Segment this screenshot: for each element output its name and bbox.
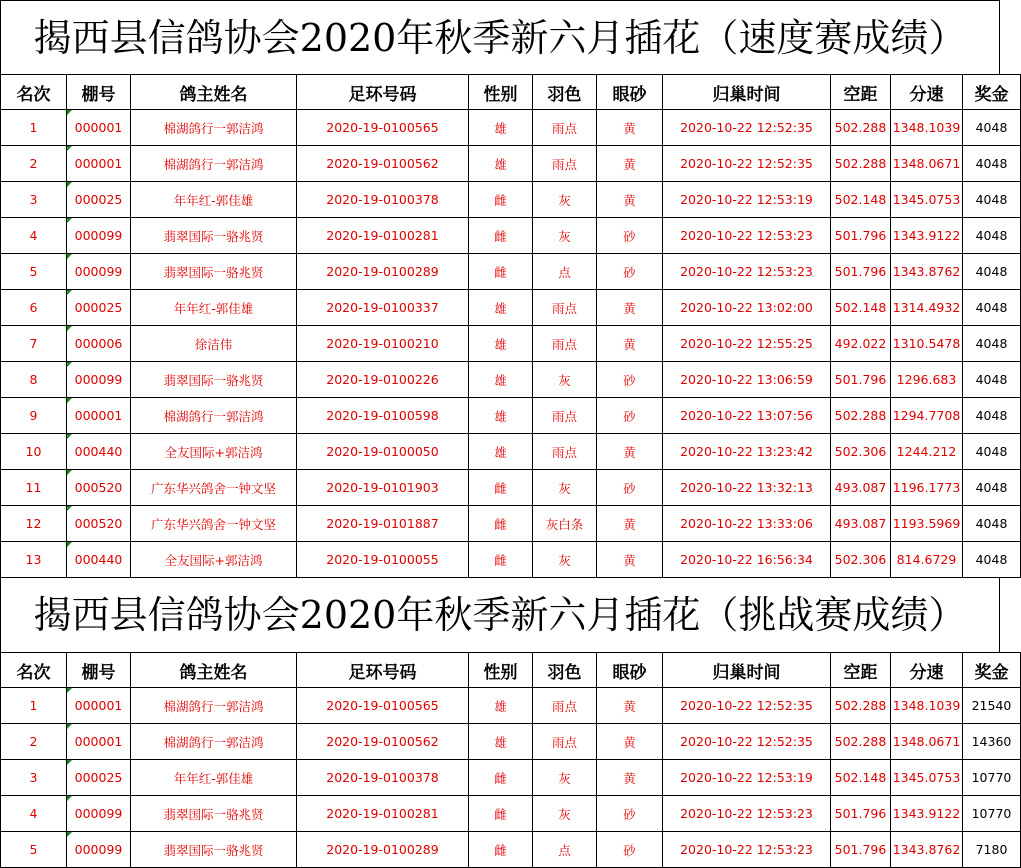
- cell-ring-number: 2020-19-0100281: [297, 218, 469, 254]
- table-row: [1, 724, 1021, 760]
- cell-ring-number: 2020-19-0100562: [297, 146, 469, 182]
- cell-loft-no: 000001: [67, 688, 131, 724]
- speed-header-distance: 空距: [831, 75, 891, 110]
- cell-ring-number: 2020-19-0100226: [297, 362, 469, 398]
- speed-header-speed: 分速: [891, 75, 963, 110]
- speed-header-sex: 性别: [469, 75, 533, 110]
- challenge-header-ring-number: 足环号码: [297, 653, 469, 688]
- table-row: [1, 796, 1021, 832]
- cell-loft-no: 000099: [67, 832, 131, 868]
- cell-speed: 1343.8762: [891, 254, 963, 290]
- speed-header-owner-name: 鸽主姓名: [131, 75, 297, 110]
- cell-distance: 501.796: [831, 254, 891, 290]
- table-row: [1, 688, 1021, 724]
- challenge-header-plumage: 羽色: [533, 653, 597, 688]
- speed-header-plumage: 羽色: [533, 75, 597, 110]
- cell-distance: 502.306: [831, 542, 891, 578]
- table-row: [1, 110, 1021, 146]
- cell-rank: 4: [1, 218, 67, 254]
- cell-prize: 4048: [963, 218, 1021, 254]
- cell-return-time: 2020-10-22 13:02:00: [663, 290, 831, 326]
- cell-speed: 1348.1039: [891, 688, 963, 724]
- cell-ring-number: 2020-19-0100337: [297, 290, 469, 326]
- cell-ring-number: 2020-19-0100050: [297, 434, 469, 470]
- challenge-header-distance: 空距: [831, 653, 891, 688]
- cell-prize: 4048: [963, 506, 1021, 542]
- cell-eye-sand: 砂: [597, 796, 663, 832]
- challenge-header-return-time: 归巢时间: [663, 653, 831, 688]
- cell-rank: 13: [1, 542, 67, 578]
- speed-header-prize: 奖金: [963, 75, 1021, 110]
- cell-distance: 492.022: [831, 326, 891, 362]
- cell-eye-sand: 黄: [597, 434, 663, 470]
- cell-owner-name: 广东华兴鸽舍一钟文坚: [131, 470, 297, 506]
- cell-distance: 493.087: [831, 506, 891, 542]
- cell-eye-sand: 砂: [597, 218, 663, 254]
- cell-ring-number: 2020-19-0100281: [297, 796, 469, 832]
- cell-owner-name: 广东华兴鸽舍一钟文坚: [131, 506, 297, 542]
- cell-return-time: 2020-10-22 12:55:25: [663, 326, 831, 362]
- cell-plumage: 灰: [533, 796, 597, 832]
- cell-rank: 5: [1, 254, 67, 290]
- cell-eye-sand: 黄: [597, 326, 663, 362]
- cell-sex: 雄: [469, 688, 533, 724]
- cell-distance: 502.306: [831, 434, 891, 470]
- speed-header-return-time: 归巢时间: [663, 75, 831, 110]
- challenge-header-eye-sand: 眼砂: [597, 653, 663, 688]
- cell-plumage: 雨点: [533, 110, 597, 146]
- cell-loft-no: 000001: [67, 146, 131, 182]
- cell-rank: 1: [1, 110, 67, 146]
- cell-sex: 雄: [469, 110, 533, 146]
- cell-plumage: 灰: [533, 218, 597, 254]
- challenge-results-table: [0, 652, 1021, 868]
- cell-eye-sand: 砂: [597, 398, 663, 434]
- speed-header-rank: 名次: [1, 75, 67, 110]
- speed-results-table: [0, 74, 1021, 578]
- cell-prize: 4048: [963, 290, 1021, 326]
- cell-sex: 雄: [469, 326, 533, 362]
- cell-prize: 4048: [963, 398, 1021, 434]
- cell-plumage: 灰: [533, 760, 597, 796]
- cell-sex: 雌: [469, 506, 533, 542]
- cell-ring-number: 2020-19-0100289: [297, 832, 469, 868]
- cell-ring-number: 2020-19-0100565: [297, 110, 469, 146]
- challenge-header-rank: 名次: [1, 653, 67, 688]
- speed-table-body: [1, 110, 1021, 578]
- cell-loft-no: 000099: [67, 218, 131, 254]
- cell-return-time: 2020-10-22 13:32:13: [663, 470, 831, 506]
- cell-speed: 1345.0753: [891, 182, 963, 218]
- cell-prize: 4048: [963, 146, 1021, 182]
- cell-return-time: 2020-10-22 12:53:23: [663, 832, 831, 868]
- cell-loft-no: 000099: [67, 362, 131, 398]
- table-row: [1, 218, 1021, 254]
- cell-eye-sand: 黄: [597, 760, 663, 796]
- cell-owner-name: 全友国际+郭洁鸿: [131, 542, 297, 578]
- cell-owner-name: 棉湖鸽行一郭洁鸿: [131, 724, 297, 760]
- table-row: [1, 146, 1021, 182]
- cell-return-time: 2020-10-22 12:53:23: [663, 218, 831, 254]
- cell-return-time: 2020-10-22 12:53:19: [663, 760, 831, 796]
- cell-owner-name: 翡翠国际一骆兆贤: [131, 832, 297, 868]
- cell-sex: 雌: [469, 760, 533, 796]
- speed-header-loft-no: 棚号: [67, 75, 131, 110]
- cell-owner-name: 棉湖鸽行一郭洁鸿: [131, 688, 297, 724]
- challenge-header-prize: 奖金: [963, 653, 1021, 688]
- table-row: [1, 182, 1021, 218]
- cell-ring-number: 2020-19-0100565: [297, 688, 469, 724]
- cell-speed: 814.6729: [891, 542, 963, 578]
- cell-sex: 雄: [469, 362, 533, 398]
- table-row: [1, 832, 1021, 868]
- cell-owner-name: 徐洁伟: [131, 326, 297, 362]
- cell-ring-number: 2020-19-0100289: [297, 254, 469, 290]
- cell-sex: 雄: [469, 434, 533, 470]
- cell-return-time: 2020-10-22 13:06:59: [663, 362, 831, 398]
- cell-plumage: 灰: [533, 470, 597, 506]
- cell-eye-sand: 黄: [597, 688, 663, 724]
- cell-speed: 1348.1039: [891, 110, 963, 146]
- cell-plumage: 雨点: [533, 290, 597, 326]
- cell-owner-name: 棉湖鸽行一郭洁鸿: [131, 110, 297, 146]
- cell-sex: 雄: [469, 146, 533, 182]
- cell-ring-number: 2020-19-0100562: [297, 724, 469, 760]
- cell-plumage: 灰: [533, 182, 597, 218]
- cell-speed: 1296.683: [891, 362, 963, 398]
- cell-owner-name: 年年红-郭佳雄: [131, 290, 297, 326]
- cell-distance: 501.796: [831, 362, 891, 398]
- cell-prize: 10770: [963, 760, 1021, 796]
- challenge-header-row: [1, 653, 1021, 688]
- cell-plumage: 灰白条: [533, 506, 597, 542]
- table-row: [1, 326, 1021, 362]
- cell-eye-sand: 砂: [597, 470, 663, 506]
- cell-sex: 雄: [469, 724, 533, 760]
- cell-plumage: 灰: [533, 542, 597, 578]
- cell-speed: 1294.7708: [891, 398, 963, 434]
- cell-distance: 502.288: [831, 110, 891, 146]
- cell-owner-name: 年年红-郭佳雄: [131, 182, 297, 218]
- cell-eye-sand: 黄: [597, 182, 663, 218]
- cell-return-time: 2020-10-22 12:52:35: [663, 146, 831, 182]
- speed-header-eye-sand: 眼砂: [597, 75, 663, 110]
- cell-prize: 4048: [963, 326, 1021, 362]
- cell-sex: 雌: [469, 470, 533, 506]
- cell-ring-number: 2020-19-0101903: [297, 470, 469, 506]
- cell-speed: 1348.0671: [891, 146, 963, 182]
- cell-speed: 1193.5969: [891, 506, 963, 542]
- cell-speed: 1310.5478: [891, 326, 963, 362]
- cell-speed: 1343.9122: [891, 218, 963, 254]
- cell-prize: 4048: [963, 182, 1021, 218]
- table-row: [1, 290, 1021, 326]
- challenge-header-owner-name: 鸽主姓名: [131, 653, 297, 688]
- cell-eye-sand: 黄: [597, 290, 663, 326]
- cell-sex: 雌: [469, 254, 533, 290]
- cell-distance: 502.148: [831, 760, 891, 796]
- cell-return-time: 2020-10-22 12:52:35: [663, 724, 831, 760]
- cell-rank: 4: [1, 796, 67, 832]
- cell-distance: 502.288: [831, 146, 891, 182]
- challenge-header-speed: 分速: [891, 653, 963, 688]
- cell-ring-number: 2020-19-0100378: [297, 760, 469, 796]
- cell-loft-no: 000520: [67, 506, 131, 542]
- cell-speed: 1348.0671: [891, 724, 963, 760]
- cell-plumage: 雨点: [533, 434, 597, 470]
- cell-return-time: 2020-10-22 12:53:23: [663, 796, 831, 832]
- cell-loft-no: 000001: [67, 398, 131, 434]
- speed-results-title: 揭西县信鸽协会2020年秋季新六月插花（速度赛成绩）: [0, 0, 1000, 74]
- cell-rank: 10: [1, 434, 67, 470]
- cell-eye-sand: 黄: [597, 724, 663, 760]
- cell-distance: 502.288: [831, 688, 891, 724]
- cell-return-time: 2020-10-22 13:23:42: [663, 434, 831, 470]
- cell-plumage: 雨点: [533, 398, 597, 434]
- cell-rank: 2: [1, 146, 67, 182]
- cell-speed: 1314.4932: [891, 290, 963, 326]
- table-row: [1, 434, 1021, 470]
- cell-sex: 雄: [469, 290, 533, 326]
- cell-return-time: 2020-10-22 12:53:23: [663, 254, 831, 290]
- cell-return-time: 2020-10-22 12:52:35: [663, 110, 831, 146]
- cell-loft-no: 000001: [67, 724, 131, 760]
- cell-sex: 雌: [469, 218, 533, 254]
- cell-plumage: 点: [533, 254, 597, 290]
- cell-sex: 雌: [469, 832, 533, 868]
- cell-distance: 502.288: [831, 724, 891, 760]
- cell-rank: 3: [1, 760, 67, 796]
- cell-owner-name: 翡翠国际一骆兆贤: [131, 362, 297, 398]
- cell-eye-sand: 黄: [597, 146, 663, 182]
- cell-plumage: 雨点: [533, 724, 597, 760]
- cell-prize: 4048: [963, 110, 1021, 146]
- cell-distance: 502.148: [831, 182, 891, 218]
- table-row: [1, 398, 1021, 434]
- cell-plumage: 雨点: [533, 326, 597, 362]
- cell-plumage: 点: [533, 832, 597, 868]
- challenge-results-section: [0, 578, 1012, 868]
- speed-header-ring-number: 足环号码: [297, 75, 469, 110]
- cell-sex: 雄: [469, 398, 533, 434]
- cell-eye-sand: 砂: [597, 254, 663, 290]
- cell-loft-no: 000006: [67, 326, 131, 362]
- cell-rank: 3: [1, 182, 67, 218]
- cell-sex: 雌: [469, 542, 533, 578]
- cell-prize: 4048: [963, 434, 1021, 470]
- cell-eye-sand: 砂: [597, 832, 663, 868]
- cell-speed: 1196.1773: [891, 470, 963, 506]
- cell-speed: 1244.212: [891, 434, 963, 470]
- cell-rank: 2: [1, 724, 67, 760]
- challenge-results-title: 揭西县信鸽协会2020年秋季新六月插花（挑战赛成绩）: [0, 578, 1000, 652]
- cell-return-time: 2020-10-22 16:56:34: [663, 542, 831, 578]
- cell-sex: 雌: [469, 182, 533, 218]
- table-row: [1, 506, 1021, 542]
- cell-loft-no: 000440: [67, 434, 131, 470]
- cell-prize: 4048: [963, 362, 1021, 398]
- cell-loft-no: 000025: [67, 290, 131, 326]
- cell-prize: 14360: [963, 724, 1021, 760]
- cell-prize: 10770: [963, 796, 1021, 832]
- table-row: [1, 254, 1021, 290]
- cell-prize: 4048: [963, 542, 1021, 578]
- table-row: [1, 362, 1021, 398]
- cell-plumage: 灰: [533, 362, 597, 398]
- cell-owner-name: 翡翠国际一骆兆贤: [131, 254, 297, 290]
- cell-prize: 4048: [963, 254, 1021, 290]
- cell-rank: 6: [1, 290, 67, 326]
- cell-ring-number: 2020-19-0100598: [297, 398, 469, 434]
- cell-distance: 501.796: [831, 832, 891, 868]
- cell-loft-no: 000440: [67, 542, 131, 578]
- cell-sex: 雌: [469, 796, 533, 832]
- challenge-table-body: [1, 688, 1021, 868]
- cell-distance: 502.148: [831, 290, 891, 326]
- speed-header-row: [1, 75, 1021, 110]
- challenge-header-loft-no: 棚号: [67, 653, 131, 688]
- cell-speed: 1343.8762: [891, 832, 963, 868]
- cell-ring-number: 2020-19-0100210: [297, 326, 469, 362]
- cell-rank: 9: [1, 398, 67, 434]
- cell-speed: 1343.9122: [891, 796, 963, 832]
- cell-distance: 502.288: [831, 398, 891, 434]
- cell-distance: 493.087: [831, 470, 891, 506]
- cell-loft-no: 000099: [67, 796, 131, 832]
- cell-ring-number: 2020-19-0100055: [297, 542, 469, 578]
- cell-return-time: 2020-10-22 12:53:19: [663, 182, 831, 218]
- challenge-header-sex: 性别: [469, 653, 533, 688]
- cell-loft-no: 000099: [67, 254, 131, 290]
- cell-eye-sand: 黄: [597, 542, 663, 578]
- cell-prize: 4048: [963, 470, 1021, 506]
- cell-ring-number: 2020-19-0100378: [297, 182, 469, 218]
- table-row: [1, 542, 1021, 578]
- cell-eye-sand: 黄: [597, 506, 663, 542]
- cell-prize: 7180: [963, 832, 1021, 868]
- cell-return-time: 2020-10-22 13:33:06: [663, 506, 831, 542]
- cell-rank: 12: [1, 506, 67, 542]
- cell-loft-no: 000025: [67, 182, 131, 218]
- cell-rank: 5: [1, 832, 67, 868]
- cell-owner-name: 棉湖鸽行一郭洁鸿: [131, 398, 297, 434]
- cell-distance: 501.796: [831, 218, 891, 254]
- cell-return-time: 2020-10-22 12:52:35: [663, 688, 831, 724]
- cell-loft-no: 000025: [67, 760, 131, 796]
- cell-ring-number: 2020-19-0101887: [297, 506, 469, 542]
- table-row: [1, 470, 1021, 506]
- cell-distance: 501.796: [831, 796, 891, 832]
- cell-return-time: 2020-10-22 13:07:56: [663, 398, 831, 434]
- cell-owner-name: 棉湖鸽行一郭洁鸿: [131, 146, 297, 182]
- cell-owner-name: 年年红-郭佳雄: [131, 760, 297, 796]
- cell-rank: 11: [1, 470, 67, 506]
- cell-loft-no: 000001: [67, 110, 131, 146]
- cell-eye-sand: 黄: [597, 110, 663, 146]
- cell-owner-name: 翡翠国际一骆兆贤: [131, 796, 297, 832]
- cell-rank: 8: [1, 362, 67, 398]
- cell-plumage: 雨点: [533, 688, 597, 724]
- cell-plumage: 雨点: [533, 146, 597, 182]
- cell-owner-name: 翡翠国际一骆兆贤: [131, 218, 297, 254]
- cell-owner-name: 全友国际+郭洁鸿: [131, 434, 297, 470]
- cell-prize: 21540: [963, 688, 1021, 724]
- cell-rank: 1: [1, 688, 67, 724]
- cell-loft-no: 000520: [67, 470, 131, 506]
- cell-rank: 7: [1, 326, 67, 362]
- table-row: [1, 760, 1021, 796]
- cell-eye-sand: 砂: [597, 362, 663, 398]
- cell-speed: 1345.0753: [891, 760, 963, 796]
